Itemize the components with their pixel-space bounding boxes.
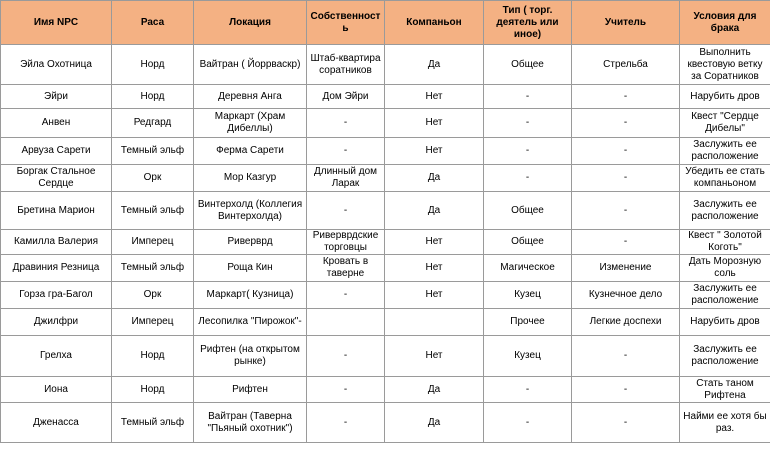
cell-name: Эйри xyxy=(1,85,112,109)
cell-teacher: - xyxy=(572,403,680,443)
cell-name: Дженасса xyxy=(1,403,112,443)
cell-property: - xyxy=(307,282,385,309)
cell-marriage-conditions: Убедить ее стать компаньоном xyxy=(680,165,770,192)
cell-teacher: - xyxy=(572,336,680,377)
table-row xyxy=(1,255,770,282)
cell-location: Вайтран (Таверна "Пьяный охотник") xyxy=(194,403,307,443)
cell-property: - xyxy=(307,403,385,443)
cell-type: - xyxy=(484,403,572,443)
cell-location: Роща Кин xyxy=(194,255,307,282)
table-row xyxy=(1,138,770,165)
cell-location: Риверврд xyxy=(194,230,307,255)
cell-location: Вайтран ( Йоррваскр) xyxy=(194,45,307,85)
cell-name: Грелха xyxy=(1,336,112,377)
cell-companion: Нет xyxy=(385,282,484,309)
cell-name: Бретина Марион xyxy=(1,192,112,230)
cell-name: Иона xyxy=(1,377,112,403)
table-row xyxy=(1,192,770,230)
cell-location: Лесопилка "Пирожок"- xyxy=(194,309,307,336)
cell-name: Анвен xyxy=(1,109,112,138)
cell-race: Темный эльф xyxy=(112,192,194,230)
header-cell-race: Раса xyxy=(112,1,194,45)
cell-race: Редгард xyxy=(112,109,194,138)
cell-type: Прочее xyxy=(484,309,572,336)
cell-companion: Нет xyxy=(385,255,484,282)
cell-companion: Да xyxy=(385,192,484,230)
header-cell-name: Имя NPC xyxy=(1,1,112,45)
cell-marriage-conditions: Заслужить ее расположение xyxy=(680,336,770,377)
table-row xyxy=(1,230,770,255)
cell-property: Длинный дом Ларак xyxy=(307,165,385,192)
header-cell-property: Собственность xyxy=(307,1,385,45)
cell-property: Штаб-квартира соратников xyxy=(307,45,385,85)
cell-location: Ферма Сарети xyxy=(194,138,307,165)
header-cell-location: Локация xyxy=(194,1,307,45)
cell-companion: Да xyxy=(385,403,484,443)
cell-property: - xyxy=(307,109,385,138)
cell-name: Арвуза Сарети xyxy=(1,138,112,165)
header-cell-teacher: Учитель xyxy=(572,1,680,45)
cell-location: Винтерхолд (Коллегия Винтерхолда) xyxy=(194,192,307,230)
cell-type: Общее xyxy=(484,230,572,255)
cell-companion xyxy=(385,309,484,336)
cell-teacher: - xyxy=(572,192,680,230)
cell-companion: Да xyxy=(385,45,484,85)
cell-type: - xyxy=(484,377,572,403)
cell-companion: Да xyxy=(385,165,484,192)
cell-marriage-conditions: Найми ее хотя бы раз. xyxy=(680,403,770,443)
cell-teacher: Изменение xyxy=(572,255,680,282)
cell-name: Камилла Валерия xyxy=(1,230,112,255)
cell-type: Общее xyxy=(484,192,572,230)
cell-teacher: - xyxy=(572,109,680,138)
cell-companion: Нет xyxy=(385,109,484,138)
cell-type: Магическое xyxy=(484,255,572,282)
cell-teacher: Кузнечное дело xyxy=(572,282,680,309)
cell-race: Имперец xyxy=(112,230,194,255)
cell-property: - xyxy=(307,192,385,230)
table-row xyxy=(1,282,770,309)
cell-marriage-conditions: Нарубить дров xyxy=(680,309,770,336)
cell-location: Рифтен (на открытом рынке) xyxy=(194,336,307,377)
cell-property: Кровать в таверне xyxy=(307,255,385,282)
cell-type: - xyxy=(484,109,572,138)
table-row xyxy=(1,165,770,192)
cell-type: Общее xyxy=(484,45,572,85)
cell-race: Норд xyxy=(112,377,194,403)
cell-name: Джилфри xyxy=(1,309,112,336)
cell-companion: Нет xyxy=(385,336,484,377)
cell-teacher: - xyxy=(572,377,680,403)
cell-type: - xyxy=(484,138,572,165)
cell-companion: Нет xyxy=(385,138,484,165)
cell-location: Деревня Анга xyxy=(194,85,307,109)
cell-race: Орк xyxy=(112,282,194,309)
cell-property: Риверврдские торговцы xyxy=(307,230,385,255)
cell-race: Норд xyxy=(112,336,194,377)
cell-teacher: Стрельба xyxy=(572,45,680,85)
cell-type: Кузец xyxy=(484,282,572,309)
cell-marriage-conditions: Квест " Золотой Коготь" xyxy=(680,230,770,255)
table-row xyxy=(1,403,770,443)
cell-property: - xyxy=(307,138,385,165)
cell-type: - xyxy=(484,165,572,192)
cell-property: Дом Эйри xyxy=(307,85,385,109)
cell-companion: Нет xyxy=(385,85,484,109)
cell-property: - xyxy=(307,336,385,377)
cell-location: Маркарт( Кузница) xyxy=(194,282,307,309)
table-row xyxy=(1,377,770,403)
cell-marriage-conditions: Выполнить квестовую ветку за Соратников xyxy=(680,45,770,85)
cell-marriage-conditions: Стать таном Рифтена xyxy=(680,377,770,403)
cell-marriage-conditions: Заслужить ее расположение xyxy=(680,282,770,309)
cell-marriage-conditions: Нарубить дров xyxy=(680,85,770,109)
cell-type: Кузец xyxy=(484,336,572,377)
cell-marriage-conditions: Квест "Сердце Дибелы" xyxy=(680,109,770,138)
table-row xyxy=(1,336,770,377)
cell-race: Темный эльф xyxy=(112,403,194,443)
cell-teacher: - xyxy=(572,138,680,165)
header-cell-companion: Компаньон xyxy=(385,1,484,45)
cell-race: Орк xyxy=(112,165,194,192)
header-cell-marriage-conditions: Условия для брака xyxy=(680,1,770,45)
header-row xyxy=(1,1,770,45)
header-cell-type: Тип ( торг. деятель или иное) xyxy=(484,1,572,45)
cell-race: Темный эльф xyxy=(112,255,194,282)
cell-race: Норд xyxy=(112,85,194,109)
cell-teacher: - xyxy=(572,165,680,192)
cell-race: Имперец xyxy=(112,309,194,336)
cell-type: - xyxy=(484,85,572,109)
table-row xyxy=(1,309,770,336)
cell-marriage-conditions: Дать Морозную соль xyxy=(680,255,770,282)
cell-race: Темный эльф xyxy=(112,138,194,165)
cell-name: Горза гра-Багол xyxy=(1,282,112,309)
cell-location: Маркарт (Храм Дибеллы) xyxy=(194,109,307,138)
cell-marriage-conditions: Заслужить ее расположение xyxy=(680,138,770,165)
table-row xyxy=(1,109,770,138)
table-row xyxy=(1,45,770,85)
cell-marriage-conditions: Заслужить ее расположение xyxy=(680,192,770,230)
cell-companion: Да xyxy=(385,377,484,403)
cell-companion: Нет xyxy=(385,230,484,255)
cell-location: Рифтен xyxy=(194,377,307,403)
table-row xyxy=(1,85,770,109)
cell-teacher: - xyxy=(572,230,680,255)
cell-teacher: - xyxy=(572,85,680,109)
cell-name: Дравиния Резница xyxy=(1,255,112,282)
cell-race: Норд xyxy=(112,45,194,85)
cell-location: Мор Казгур xyxy=(194,165,307,192)
cell-property: - xyxy=(307,377,385,403)
cell-property xyxy=(307,309,385,336)
cell-name: Эйла Охотница xyxy=(1,45,112,85)
cell-teacher: Легкие доспехи xyxy=(572,309,680,336)
cell-name: Боргак Стальное Сердце xyxy=(1,165,112,192)
